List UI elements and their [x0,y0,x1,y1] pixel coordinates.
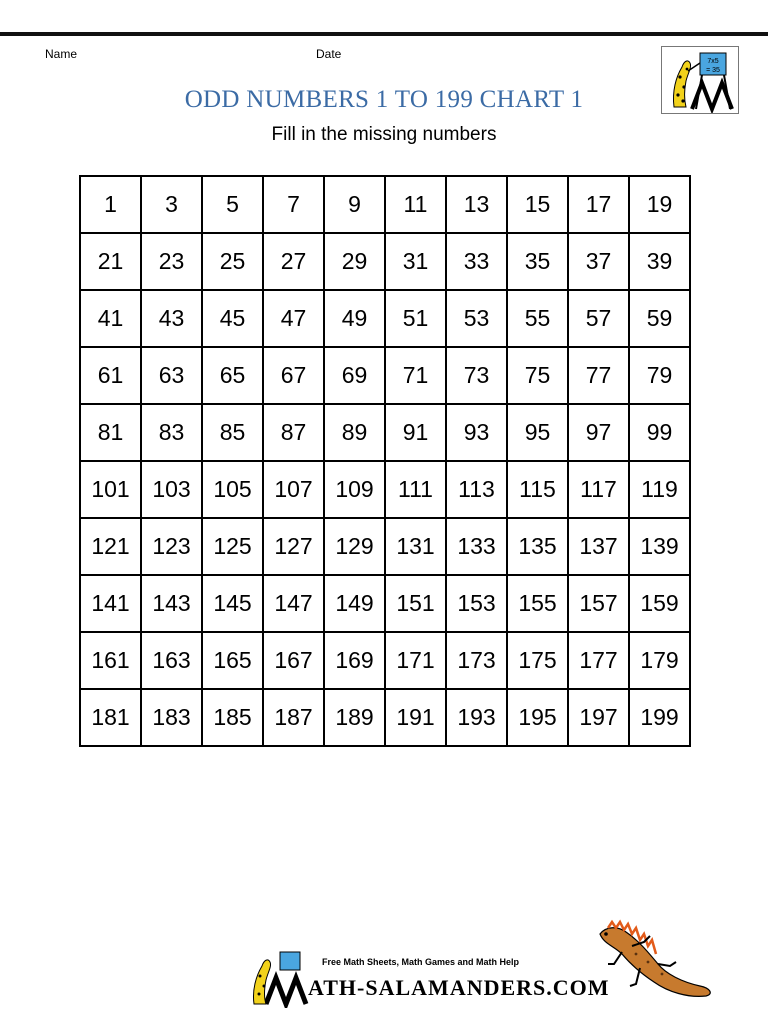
grid-cell: 7 [263,176,324,233]
grid-row [80,176,690,233]
grid-cell: 95 [507,404,568,461]
grid-cell: 31 [385,233,446,290]
grid-cell: 151 [385,575,446,632]
grid-cell: 131 [385,518,446,575]
grid-cell: 183 [141,689,202,746]
grid-cell: 71 [385,347,446,404]
grid-cell: 157 [568,575,629,632]
grid-cell: 147 [263,575,324,632]
grid-row [80,290,690,347]
grid-cell: 55 [507,290,568,347]
grid-cell: 99 [629,404,690,461]
top-rule [0,32,768,36]
grid-cell: 89 [324,404,385,461]
grid-cell: 129 [324,518,385,575]
grid-cell: 191 [385,689,446,746]
grid-row [80,404,690,461]
grid-cell: 5 [202,176,263,233]
grid-cell: 75 [507,347,568,404]
grid-cell: 173 [446,632,507,689]
grid-cell: 187 [263,689,324,746]
grid-cell: 57 [568,290,629,347]
grid-cell: 117 [568,461,629,518]
grid-cell: 15 [507,176,568,233]
grid-row [80,518,690,575]
svg-text:7x5: 7x5 [707,58,719,65]
grid-cell: 81 [80,404,141,461]
grid-cell: 33 [446,233,507,290]
grid-row [80,632,690,689]
grid-cell: 43 [141,290,202,347]
page-title: ODD NUMBERS 1 TO 199 CHART 1 [184,86,584,113]
grid-cell: 23 [141,233,202,290]
grid-cell: 159 [629,575,690,632]
grid-cell: 139 [629,518,690,575]
grid-cell: 51 [385,290,446,347]
grid-cell: 177 [568,632,629,689]
footer-tagline: Free Math Sheets, Math Games and Math Help [322,957,520,967]
grid-cell: 193 [446,689,507,746]
grid-cell: 79 [629,347,690,404]
grid-cell: 179 [629,632,690,689]
grid-cell: 53 [446,290,507,347]
grid-cell: 73 [446,347,507,404]
grid-cell: 101 [80,461,141,518]
grid-cell: 123 [141,518,202,575]
grid-cell: 97 [568,404,629,461]
svg-text:= 35: = 35 [706,67,720,74]
grid-cell: 39 [629,233,690,290]
grid-cell: 141 [80,575,141,632]
grid-cell: 77 [568,347,629,404]
grid-row [80,575,690,632]
grid-cell: 93 [446,404,507,461]
grid-cell: 61 [80,347,141,404]
grid-cell: 35 [507,233,568,290]
grid-cell: 13 [446,176,507,233]
grid-row [80,347,690,404]
grid-cell: 109 [324,461,385,518]
grid-cell: 163 [141,632,202,689]
name-label: Name [45,47,78,61]
grid-cell: 63 [141,347,202,404]
odd-numbers-grid [79,175,691,747]
grid-cell: 17 [568,176,629,233]
grid-cell: 167 [263,632,324,689]
grid-cell: 83 [141,404,202,461]
salamander-footer-icon [250,948,310,1008]
grid-cell: 153 [446,575,507,632]
grid-cell: 125 [202,518,263,575]
grid-cell: 27 [263,233,324,290]
grid-cell: 49 [324,290,385,347]
grid-cell: 21 [80,233,141,290]
grid-cell: 189 [324,689,385,746]
grid-row [80,233,690,290]
grid-cell: 137 [568,518,629,575]
grid-row [80,461,690,518]
grid-cell: 37 [568,233,629,290]
grid-cell: 11 [385,176,446,233]
grid-cell: 1 [80,176,141,233]
grid-cell: 133 [446,518,507,575]
grid-cell: 121 [80,518,141,575]
grid-cell: 9 [324,176,385,233]
grid-cell: 199 [629,689,690,746]
grid-cell: 175 [507,632,568,689]
grid-cell: 19 [629,176,690,233]
grid-cell: 29 [324,233,385,290]
grid-cell: 69 [324,347,385,404]
grid-cell: 171 [385,632,446,689]
grid-cell: 25 [202,233,263,290]
page-subtitle: Fill in the missing numbers [271,124,497,145]
grid-cell: 115 [507,461,568,518]
grid-cell: 119 [629,461,690,518]
grid-cell: 143 [141,575,202,632]
grid-cell: 185 [202,689,263,746]
grid-cell: 41 [80,290,141,347]
grid-cell: 135 [507,518,568,575]
footer-brand: ATH-SALAMANDERS.COM [308,975,610,1000]
grid-cell: 3 [141,176,202,233]
grid-cell: 181 [80,689,141,746]
grid-cell: 65 [202,347,263,404]
grid-cell: 85 [202,404,263,461]
grid-cell: 149 [324,575,385,632]
grid-cell: 113 [446,461,507,518]
grid-row [80,689,690,746]
grid-cell: 59 [629,290,690,347]
grid-cell: 169 [324,632,385,689]
grid-cell: 165 [202,632,263,689]
grid-cell: 105 [202,461,263,518]
grid-cell: 145 [202,575,263,632]
salamander-mascot-icon [592,918,716,1000]
grid-cell: 107 [263,461,324,518]
date-label: Date [316,47,342,61]
grid-cell: 67 [263,347,324,404]
grid-cell: 47 [263,290,324,347]
grid-cell: 155 [507,575,568,632]
grid-cell: 127 [263,518,324,575]
grid-cell: 111 [385,461,446,518]
grid-cell: 197 [568,689,629,746]
grid-cell: 91 [385,404,446,461]
grid-cell: 161 [80,632,141,689]
grid-cell: 87 [263,404,324,461]
grid-cell: 103 [141,461,202,518]
grid-cell: 195 [507,689,568,746]
grid-cell: 45 [202,290,263,347]
